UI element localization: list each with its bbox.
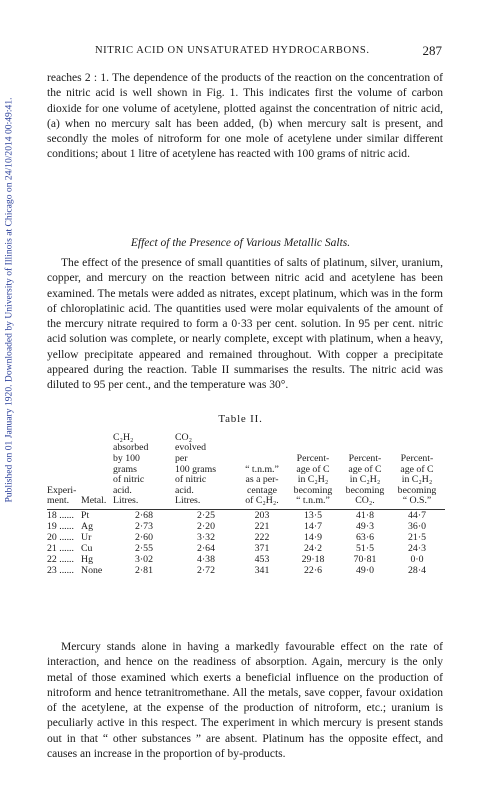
table-cell: 203: [254, 510, 270, 521]
table-cell: 222: [254, 532, 270, 543]
table-cell: 49·0: [356, 565, 374, 576]
page-number: 287: [422, 43, 442, 58]
running-title: NITRIC ACID ON UNSATURATED HYDROCARBONS.: [95, 45, 370, 56]
table-cell: 2·72: [197, 565, 215, 576]
table-cell: 14·7: [304, 521, 322, 532]
col-header-c-co2: Percent- age of C in C₂H₂ becoming CO₂.: [345, 453, 385, 507]
table-cell: 20 ......: [47, 532, 74, 543]
table-cell: 221: [254, 521, 270, 532]
table-row: [47, 566, 445, 577]
table-cell: 3·32: [197, 532, 215, 543]
col-header-c2h2-absorbed: C₂H₂ absorbed by 100 grams of nitric acid. Litres.: [113, 431, 149, 507]
table-cell: 28·4: [408, 565, 426, 576]
download-watermark-text: Published on 01 January 1920. Downloaded by University of Illinois at Chicago on 24/10/2014 00:49:41.: [3, 97, 15, 503]
download-watermark: [1, 40, 17, 560]
table-cell: 63·6: [356, 532, 374, 543]
table-cell: 2·68: [135, 510, 153, 521]
running-header: [50, 45, 442, 61]
table-cell: 18 ......: [47, 510, 74, 521]
table-cell: 24·3: [408, 543, 426, 554]
table-cell: 70·81: [353, 554, 377, 565]
table-cell: 23 ......: [47, 565, 74, 576]
table-cell: 29·18: [301, 554, 325, 565]
col-header-tnm-percentage: “ t.n.m.” as a per- centage of C₂H₂.: [245, 463, 279, 507]
table-row: [47, 511, 445, 522]
table-cell: 371: [254, 543, 270, 554]
table-cell: 341: [254, 565, 270, 576]
table-cell: 49·3: [356, 521, 374, 532]
table-cell: 21·5: [408, 532, 426, 543]
section-heading: Effect of the Presence of Various Metallic Salts.: [130, 237, 351, 249]
table-cell: Ur: [81, 532, 92, 543]
table-cell: 13·5: [304, 510, 322, 521]
table-cell: 2·60: [135, 532, 153, 543]
table-cell: 2·25: [197, 510, 215, 521]
paragraph-intro: reaches 2 : 1. The dependence of the products of the reaction on the concentration of the nitric acid is well shown in Fig. 1. This indicates first the volume of carbon dioxide for one volume of acetylene, plotted against the concentration of nitric acid, (a) when no mercury salt has been added, (b) when mercury salt is present, and secondly the moles of nitroform for one mole of acetylene under similar different conditions; about 1 litre of acetylene has reacted with 100 grams of nitric acid.: [47, 72, 443, 161]
table-cell: Pt: [81, 510, 90, 521]
col-header-c-os: Percent- age of C in C₂H₂ becoming “ O.S.”: [397, 453, 437, 507]
table-cell: 22·6: [304, 565, 322, 576]
table-cell: 2·64: [197, 543, 215, 554]
table-cell: 22 ......: [47, 554, 74, 565]
results-table: [47, 432, 445, 610]
table-cell: Cu: [81, 543, 93, 554]
table-cell: 453: [254, 554, 270, 565]
table-cell: 2·73: [135, 521, 153, 532]
table-cell: Hg: [81, 554, 93, 565]
col-header-co2-evolved: CO₂ evolved per 100 grams of nitric acid. Litres.: [175, 431, 217, 507]
col-header-c-tnm: Percent- age of C in C₂H₂ becoming “ t.n.m.”: [293, 453, 333, 507]
table-cell: 0·0: [410, 554, 424, 565]
table-cell: 21 ......: [47, 543, 74, 554]
table-cell: 36·0: [408, 521, 426, 532]
table-cell: 14·9: [304, 532, 322, 543]
table-cell: 2·81: [135, 565, 153, 576]
table-row: [47, 555, 445, 566]
col-header-experiment: Experi- ment.: [47, 484, 77, 507]
table-cell: 3·02: [135, 554, 153, 565]
table-title: Table II.: [218, 413, 263, 425]
table-row: [47, 522, 445, 533]
paragraph-mercury: Mercury stands alone in having a markedly favourable effect on the rate of interaction, and hence on the readiness of absorption. Again, mercury is the only metal of those examined which exerts a beneficial influence on the production of nitroform and hence tetranitromethane. All the metals, save copper, favour oxidation of the acetylene, at the expense of the production of nitroform, etc.; uranium is peculiarly active in this respect. The experiment in which mercury is present stands out in that “ other substances ” are absent. Platinum has the opposite effect, and causes an increase in the proportion of by-products.: [47, 641, 443, 761]
table-row: [47, 544, 445, 555]
table-cell: 4·38: [197, 554, 215, 565]
table-cell: 19 ......: [47, 521, 74, 532]
table-cell: 41·8: [356, 510, 374, 521]
table-cell: 24·2: [304, 543, 322, 554]
table-cell: 51·5: [356, 543, 374, 554]
table-cell: 2·55: [135, 543, 153, 554]
table-cell: None: [81, 565, 103, 576]
table-body: [47, 511, 445, 577]
header-rule: [47, 509, 445, 510]
table-cell: Ag: [81, 521, 93, 532]
table-row: [47, 533, 445, 544]
table-cell: 2·20: [197, 521, 215, 532]
col-header-metal: Metal.: [81, 495, 107, 507]
table-cell: 44·7: [408, 510, 426, 521]
paragraph-metallic-salts: The effect of the presence of small quantities of salts of platinum, silver, uranium, copper, and mercury on the reaction between nitric acid and acetylene has been examined. The metals were added as nitrates, except platinum, which was in the form of chloroplatinic acid. The quantities used were molar equivalents of the amount of the mercury nitrate required to form a 0·33 per cent. solution. In 95 per cent. nitric acid solution was complete, or nearly complete, except with platinum, when a heavy, yellow precipitate appeared and remained throughout. With copper a precipitate appeared during the reaction. Table II summarises the results. The nitric acid was diluted to 95 per cent., and the temperature was 30°.: [47, 257, 443, 392]
